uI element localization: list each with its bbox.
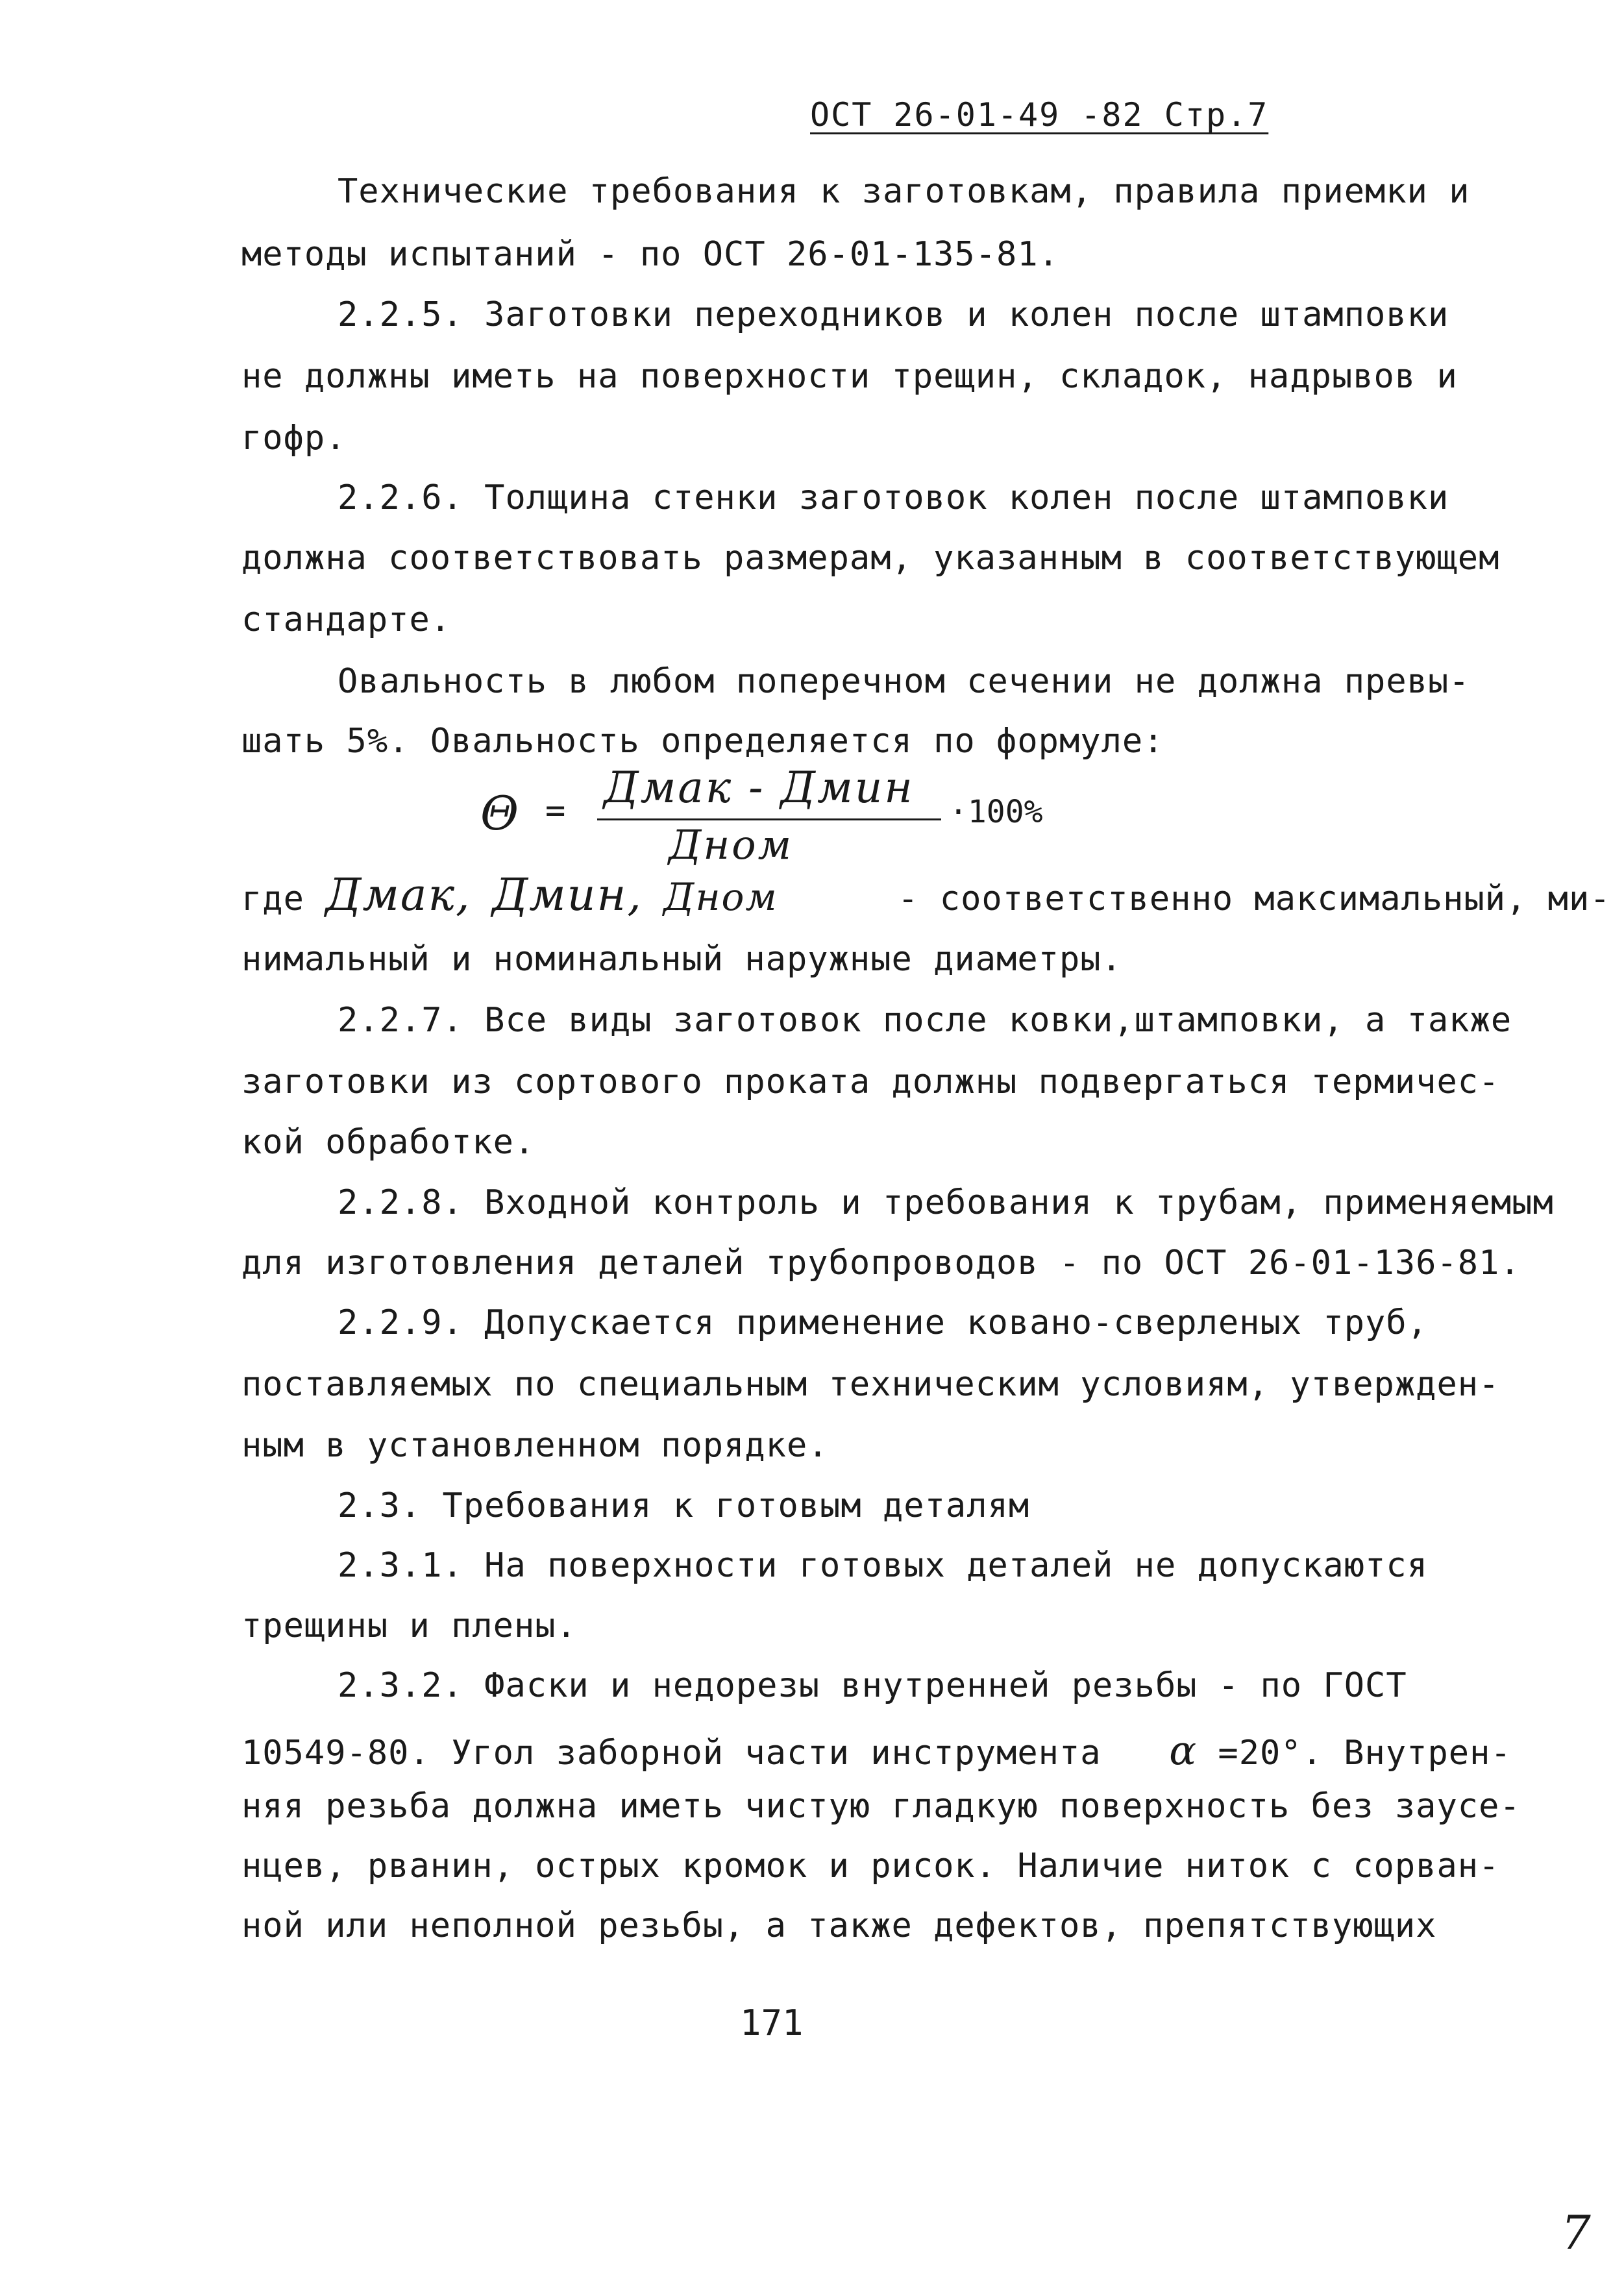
text-line: должна соответствовать размерам, указанным в соответствующем: [241, 539, 1500, 578]
text-line: поставляемых по специальным техническим условиям, утвержден-: [241, 1365, 1500, 1404]
angle-line-before: 10549-80. Угол заборной части инструмента: [241, 1734, 1101, 1773]
text-line: ным в установленном порядке.: [241, 1426, 829, 1465]
text-line: заготовки из сортового проката должны подвергаться термичес-: [241, 1063, 1500, 1101]
text-line: 2.3.1. На поверхности готовых деталей не допускаются: [338, 1546, 1428, 1585]
formula-denominator: Дном: [669, 821, 793, 868]
text-line: шать 5%. Овальность определяется по формуле:: [241, 722, 1164, 761]
text-line: нцев, рванин, острых кромок и рисок. Наличие ниток с сорван-: [241, 1847, 1500, 1886]
angle-line-after: =20°. Внутрен-: [1218, 1734, 1512, 1773]
text-line: для изготовления деталей трубопроводов - по ОСТ 26-01-136-81.: [241, 1244, 1521, 1283]
var-dmax: Дмак,: [325, 870, 471, 921]
text-line: 2.2.8. Входной контроль и требования к трубам, применяемым: [338, 1183, 1554, 1222]
formula-numerator: Дмак - Дмин: [604, 763, 915, 813]
alpha-symbol: α: [1169, 1727, 1198, 1774]
text-line: Овальность в любом поперечном сечении не должна превы-: [338, 662, 1470, 701]
text-line: не должны иметь на поверхности трещин, складок, надрывов и: [241, 357, 1458, 396]
text-line: няя резьба должна иметь чистую гладкую поверхность без заусе-: [241, 1787, 1521, 1826]
text-line: методы испытаний - по ОСТ 26-01-135-81.: [241, 235, 1059, 274]
formula-equals: =: [545, 791, 566, 830]
document-header: ОСТ 26-01-49 -82 Стр.7: [810, 96, 1269, 134]
text-line: 2.2.5. Заготовки переходников и колен после штамповки: [338, 295, 1449, 334]
where-prefix: где: [241, 879, 304, 918]
handwritten-page-mark: 7: [1561, 2206, 1591, 2260]
text-line: 2.2.9. Допускается применение ковано-сверленых труб,: [338, 1303, 1428, 1342]
text-line: нимальный и номинальный наружные диаметры.: [241, 940, 1122, 979]
text-line: гофр.: [241, 419, 347, 458]
formula-theta: Θ: [480, 786, 519, 841]
var-dmin: Дмин,: [491, 870, 643, 921]
text-line: 2.2.6. Толщина стенки заготовок колен после штамповки: [338, 478, 1449, 517]
section-heading: 2.3. Требования к готовым деталям: [338, 1486, 1030, 1525]
formula-multiplier: ·100%: [949, 794, 1043, 830]
page-number: 171: [740, 2002, 804, 2043]
formula-fraction-bar: [597, 818, 941, 820]
var-dnom: Дном: [663, 875, 778, 919]
text-line: 2.3.2. Фаски и недорезы внутренней резьбы - по ГОСТ: [338, 1666, 1407, 1705]
ovality-formula: [474, 763, 1058, 873]
text-line: ной или неполной резьбы, а также дефектов, препятствующих: [241, 1906, 1437, 1945]
where-suffix: - соответственно максимальный, ми-: [898, 879, 1611, 918]
text-line: 2.2.7. Все виды заготовок после ковки,штамповки, а также: [338, 1001, 1512, 1040]
text-line: трещины и плены.: [241, 1606, 577, 1645]
text-line: кой обработке.: [241, 1123, 535, 1162]
text-line: Технические требования к заготовкам, правила приемки и: [338, 172, 1470, 211]
angle-line: [241, 1727, 1512, 1774]
text-line: стандарте.: [241, 600, 452, 639]
where-line: [241, 870, 1611, 921]
